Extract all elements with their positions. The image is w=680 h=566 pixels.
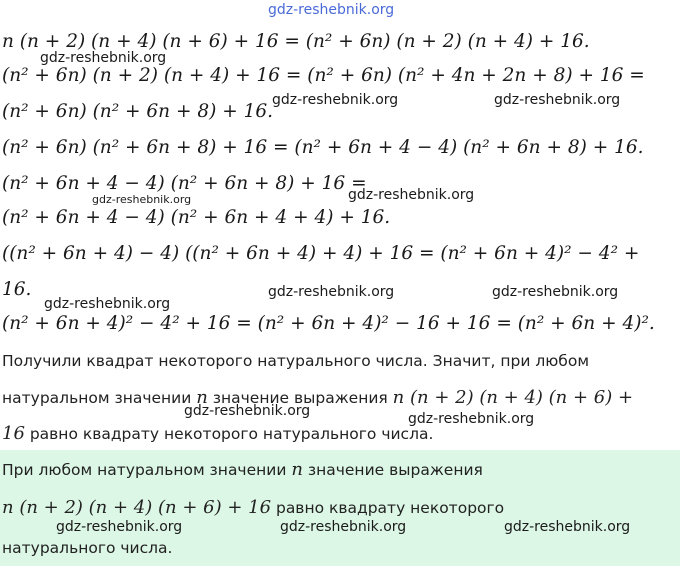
solution-line-6: (n² + 6n + 4 − 4) (n² + 6n + 4 + 4) + 16. [2,207,391,228]
watermark: gdz-reshebnik.org [44,296,171,312]
watermark: gdz-reshebnik.org [492,284,619,300]
watermark: gdz-reshebnik.org [56,519,183,535]
conclusion-line-3 [2,423,433,445]
watermark: gdz-reshebnik.org [272,92,399,108]
solution-line-2: (n² + 6n) (n + 2) (n + 4) + 16 = (n² + 6n) (n² + 4n + 2n + 8) + 16 = [2,65,645,86]
answer-line-3: натурального числа. [2,539,173,557]
solution-line-4: (n² + 6n) (n² + 6n + 8) + 16 = (n² + 6n + 4 − 4) (n² + 6n + 8) + 16. [2,137,644,158]
solution-line-3: (n² + 6n) (n² + 6n + 8) + 16. [2,101,274,122]
watermark: gdz-reshebnik.org [494,92,621,108]
answer-line-1 [2,459,483,481]
watermark: gdz-reshebnik.org [408,411,535,427]
watermark: gdz-reshebnik.org [268,284,395,300]
expression: n (n + 2) (n + 4) (n + 6) + [392,387,634,408]
solution-line-5: (n² + 6n + 4 − 4) (n² + 6n + 8) + 16 = [2,173,367,194]
answer-line-2 [2,497,504,519]
conclusion-line-2 [2,387,633,409]
conclusion-text: значение выражения [207,389,393,407]
watermark: gdz-reshebnik.org [504,519,631,535]
answer-text: равно квадрату некоторого [271,499,505,517]
solution-line-7: ((n² + 6n + 4) − 4) ((n² + 6n + 4) + 4) + 16 = (n² + 6n + 4)² − 4² + [2,243,640,264]
solution-line-9: (n² + 6n + 4)² − 4² + 16 = (n² + 6n + 4)² − 16 + 16 = (n² + 6n + 4)². [2,313,655,334]
conclusion-line-1: Получили квадрат некоторого натурального числа. Значит, при любом [2,352,590,370]
answer-text: При любом натуральном значении [2,461,292,479]
watermark: gdz-reshebnik.org [40,50,167,66]
variable-n: n [196,387,208,408]
watermark: gdz-reshebnik.org [92,193,192,206]
expression: n (n + 2) (n + 4) (n + 6) + 16 [2,497,272,518]
watermark: gdz-reshebnik.org [184,403,311,419]
watermark: gdz-reshebnik.org [268,2,395,18]
variable-n: n [291,459,303,480]
answer-text: значение выражения [302,461,483,479]
watermark: gdz-reshebnik.org [348,187,475,203]
solution-line-8: 16. [2,279,32,300]
expression: 16 [2,423,25,444]
watermark: gdz-reshebnik.org [280,519,407,535]
conclusion-text: равно квадрату некоторого натурального числа. [24,425,434,443]
conclusion-text: натуральном значении [2,389,197,407]
solution-line-1: n (n + 2) (n + 4) (n + 6) + 16 = (n² + 6n) (n + 2) (n + 4) + 16. [2,31,590,52]
